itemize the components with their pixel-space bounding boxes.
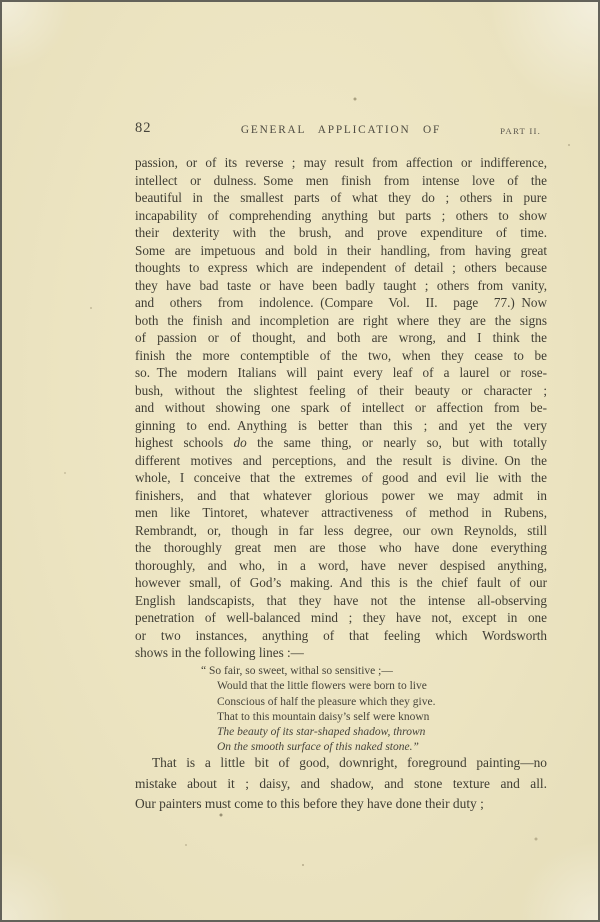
text-line: or two instances, anything of that feeling which Wordsworth [135, 627, 547, 643]
text-line: finish the more contemptible of the two, when they cease to be [135, 347, 547, 363]
text-line: whole, I conceive that the extremes of good and evil lie with the [135, 470, 547, 485]
text-line: highest schools do the same thing, or nearly so, but with totally [135, 435, 547, 450]
text-line: Some are impetuous and bold in their handling, from having great [135, 242, 547, 258]
text-line: different motives and perceptions, and the result is divine. On the [135, 452, 547, 468]
text-line: intellect or dulness. Some men finish from intense love of the [135, 172, 547, 188]
text-line: they have bad taste or have been badly taught ; others from vanity, [135, 277, 547, 293]
text-line: the thoroughly great men are those who have done everything [135, 540, 547, 555]
text-line: passion, or of its reverse ; may result from affection or indifference, [135, 155, 547, 170]
text-line: so. The modern Italians will paint every leaf of a laurel or rose- [135, 365, 547, 380]
text-line: The beauty of its star-shaped shadow, thrown [217, 726, 426, 739]
text-line: thoroughly, and who, in a word, have never despised anything, [135, 557, 547, 573]
text-line: Would that the little flowers were born to live [217, 680, 427, 693]
closing-paragraph [135, 753, 547, 815]
text-line: Rembrandt, or, though in far less degree, our own Reynolds, still [135, 522, 547, 538]
text-line: mistake about it ; daisy, and shadow, and stone texture and all. [135, 775, 547, 791]
body-paragraph [135, 154, 547, 662]
text-line: Our painters must come to this before they have done their duty ; [135, 796, 484, 812]
text-line: and without showing one spark of intellect or affection from be- [135, 400, 547, 415]
text-line: of passion or of thought, and both are wrong, and I think the [135, 330, 547, 345]
text-line: finishers, and that whatever glorious power we may admit in [135, 487, 547, 503]
text-line: however small, of God’s making. And this is the chief fault of our [135, 575, 547, 590]
text-line: men like Tintoret, whatever attractiveness of method in Rubens, [135, 505, 547, 520]
text-line: Conscious of half the pleasure which they give. [217, 695, 436, 708]
text-line: ginning to end. Anything is better than this ; and yet the very [135, 417, 547, 433]
text-line: both the finish and incompletion are right where they are the signs [135, 312, 547, 328]
text-line: That to this mountain daisy’s self were known [217, 710, 430, 723]
text-line: bush, without the slightest feeling of their beauty or character ; [135, 382, 547, 398]
text-line: incapability of comprehending anything but parts ; others to show [135, 207, 547, 223]
wordsworth-quotation [201, 664, 547, 756]
text-line: thoughts to express which are independent of detail ; others because [135, 260, 547, 275]
page-number: 82 [135, 120, 152, 136]
running-title: GENERAL APPLICATION OF [240, 124, 442, 136]
part-label: PART II. [500, 126, 541, 136]
text-line: “ So fair, so sweet, withal so sensitive ;— [201, 665, 393, 677]
text-line: their dexterity with the brush, and prove expenditure of time. [135, 225, 547, 240]
text-line: On the smooth surface of this naked stone.” [217, 741, 419, 754]
text-line: That is a little bit of good, downright, foreground painting—no [152, 755, 547, 770]
text-line: penetration of well-balanced mind ; they have not, except in one [135, 610, 547, 625]
page-header [135, 118, 547, 137]
text-line: beautiful in the smallest parts of what they do ; others in pure [135, 190, 547, 205]
text-line: and others from indolence. (Compare Vol. II. page 77.) Now [135, 295, 547, 310]
text-line: English landscapists, that they have not the intense all-observing [135, 592, 547, 608]
text-line: shows in the following lines :— [135, 645, 304, 660]
